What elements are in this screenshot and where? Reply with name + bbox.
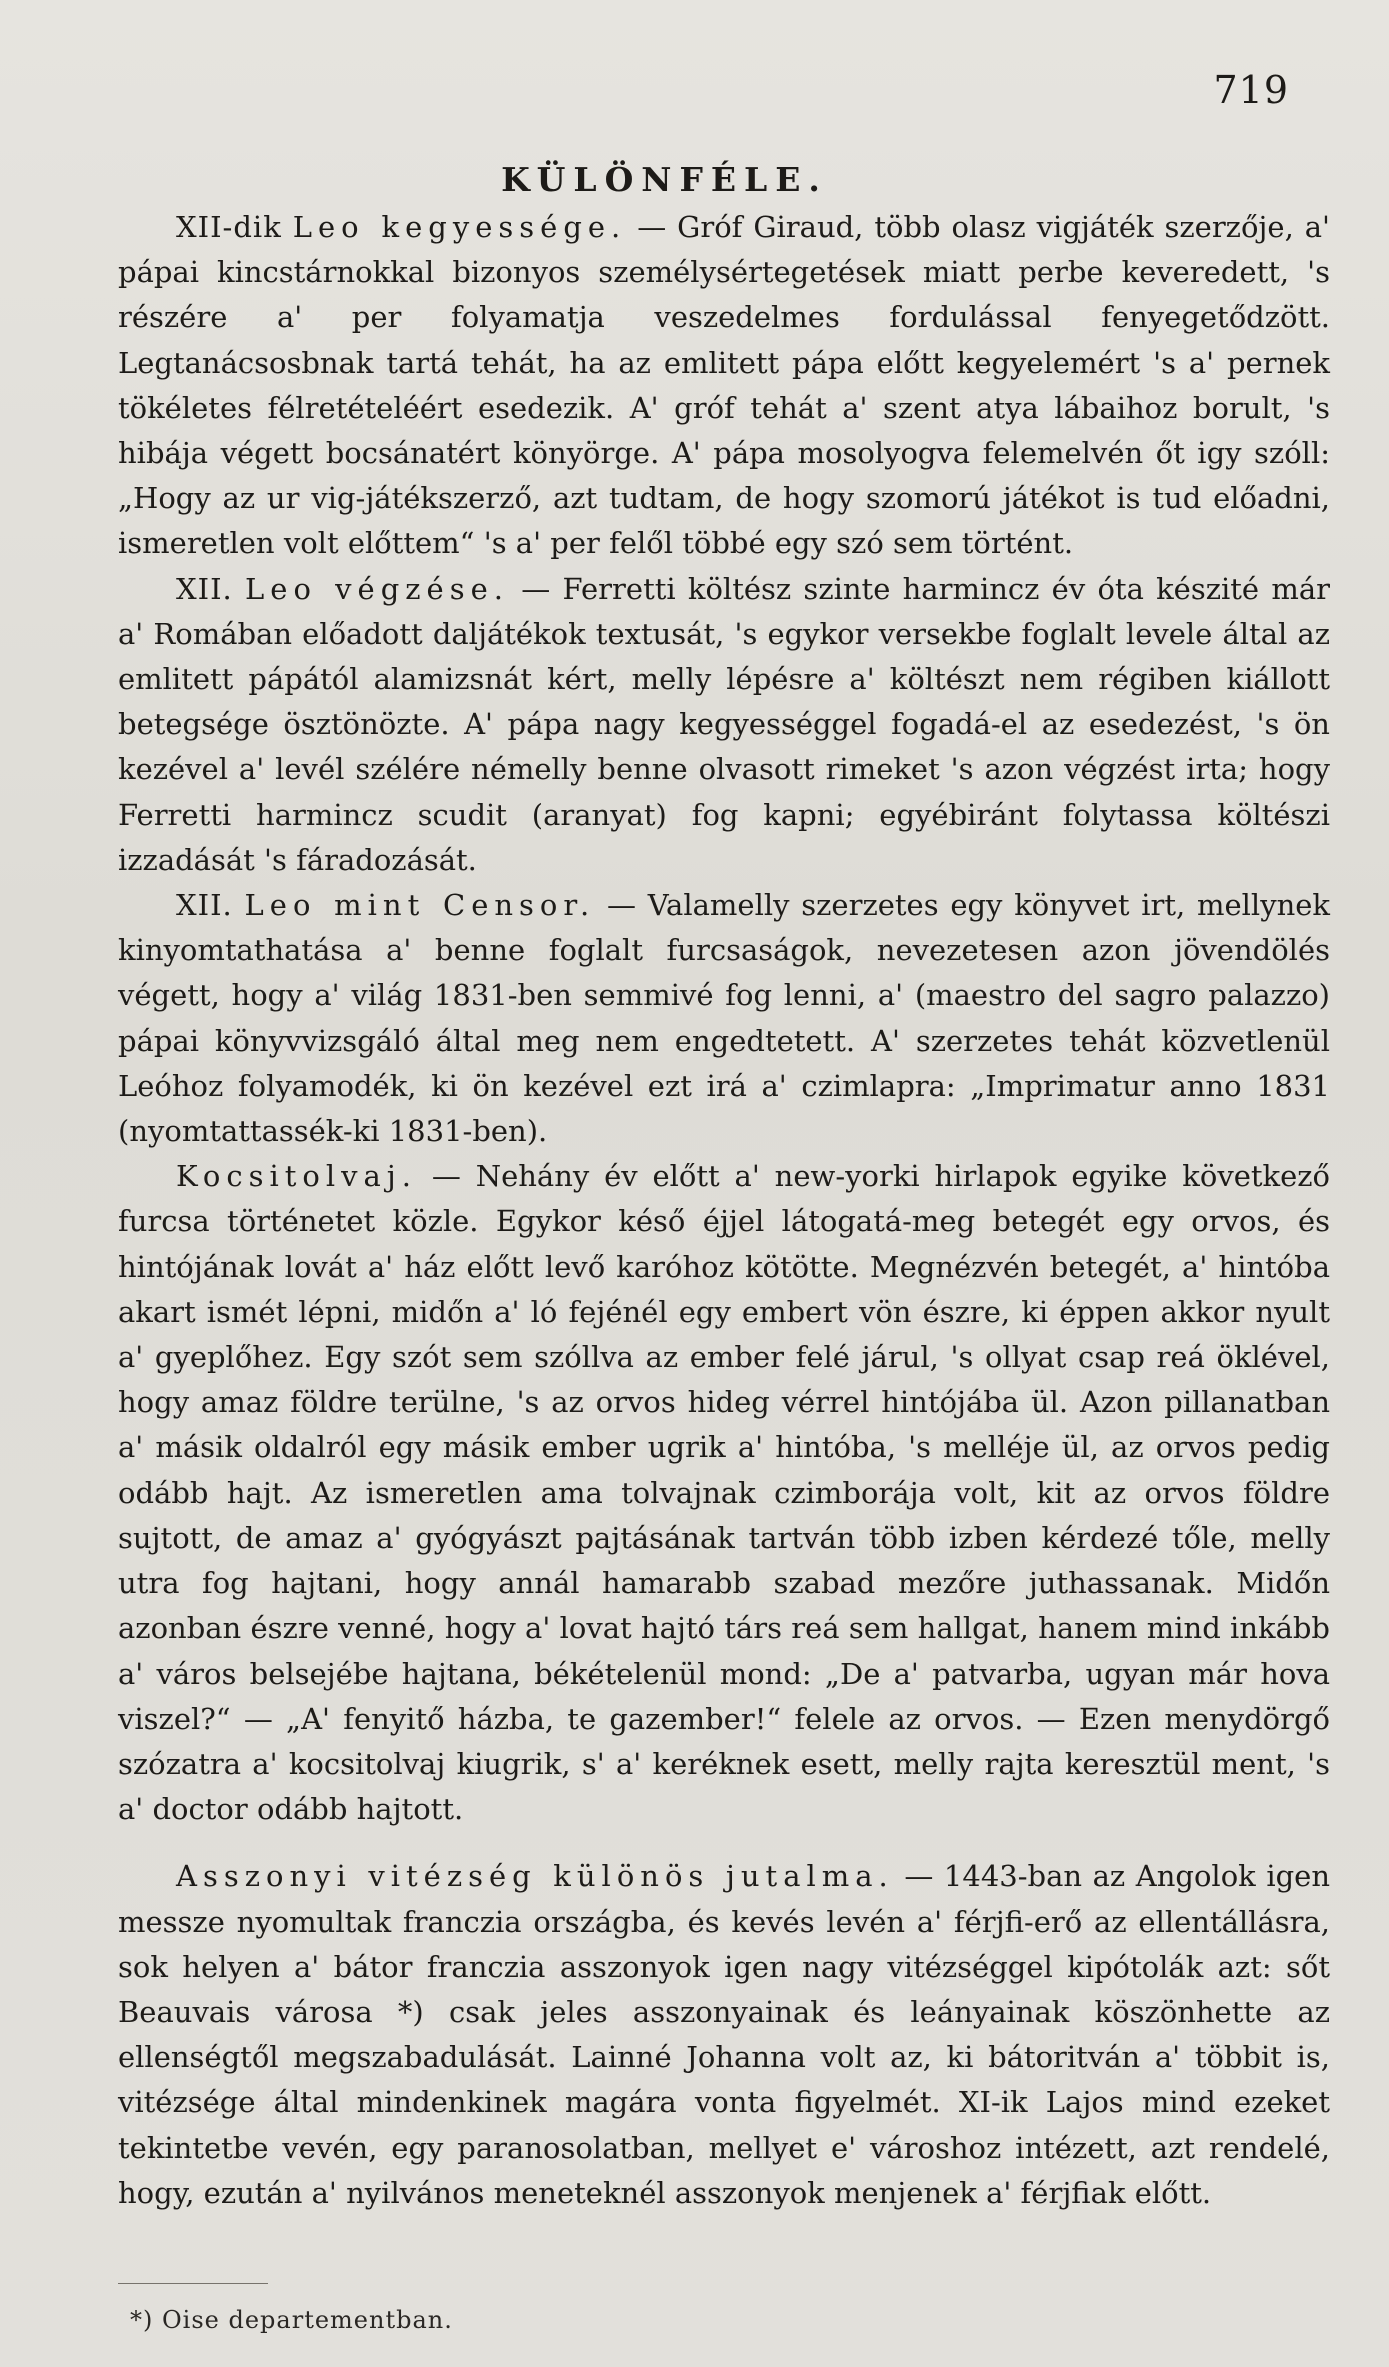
section-heading: KÜLÖNFÉLE. [501,160,828,199]
article-kocsitolvaj [118,1154,1330,1832]
article-leo-censor [118,883,1330,1154]
article-leo-vegzese [118,567,1330,883]
article-text: — 1443-ban az Angolok igen messze nyomultak franczia országba, és kevés levén a' férjfi-erő az ellentállásra, sok helyen a' bátor franczia asszonyok igen nagy vitézséggel kipótolák azt: sőt Beauvais városa *) csak jeles asszonyainak és leányainak köszönhette az ellenségtől megszabadulását. Lainné Johanna volt az, ki bátoritván a' többit is, vitézsége által mindenkinek magára vonta figyelmét. XI-ik Lajos mind ezeket tekintetbe vevén, egy paranosolatban, mellyet e' városhoz intézett, azt rendelé, hogy, ezután a' nyilvános meneteknél asszonyok menjenek a' férjfiak előtt. [118,1859,1330,2210]
article-text: — Gróf Giraud, több olasz vigjáték szerzője, a' pápai kincstárnokkal bizonyos személysértegetések miatt perbe keveredett, 's részére a' per folyamatja veszedelmes fordulással fenyegetődzött. Legtanácsosbnak tartá tehát, ha az emlitett pápa előtt kegyelemért 's a' pernek tökéletes félretételéért esedezik. A' gróf tehát a' szent atya lábaihoz borult, 's hibája végett bocsánatért könyörge. A' pápa mosolyogva felemelvén őt igy szóll: „Hogy az ur vig-játékszerző, azt tudtam, de hogy szomorú játékot is tud előadni, ismeretlen volt előttem“ 's a' per felől többé egy szó sem történt. [118,210,1330,561]
article-list [118,205,1330,2216]
article-text: — Nehány év előtt a' new-yorki hirlapok egyike következő furcsa történetet közle. Egykor késő éjjel látogatá-meg betegét egy orvos, és hintójának lovát a' ház előtt levő karóhoz kötötte. Megnézvén betegét, a' hintóba akart ismét lépni, midőn a' ló fejénél egy embert vön észre, ki éppen akkor nyult a' gyeplőhez. Egy szót sem szóllva az ember felé járul, 's ollyat csap reá öklével, hogy amaz földre terülne, 's az orvos hideg vérrel hintójába ül. Azon pillanatban a' másik oldalról egy másik ember ugrik a' hintóba, 's melléje ül, az orvos pedig odább hajt. Az ismeretlen ama tolvajnak czimborája volt, kit az orvos földre sujtott, de amaz a' gyógyászt pajtásának tartván több izben kérdezé tőle, melly utra fog hajtani, hogy annál hamarabb szabad mezőre juthassanak. Midőn azonban észre venné, hogy a' lovat hajtó társ reá sem hallgat, hanem mind inkább a' város belsejébe hajtana, békételenül mond: „De a' patvarba, ugyan már hova viszel?“ — „A' fenyitő házba, te gazember!“ felele az orvos. — Ezen menydörgő szózatra a' kocsitolvaj kiugrik, s' a' keréknek esett, melly rajta keresztül ment, 's a' doctor odább hajtott. [118,1159,1330,1827]
article-title: Leo mint Censor. [244,888,596,923]
article-text: — Valamelly szerzetes egy könyvet irt, mellynek kinyomtathatása a' benne foglalt furcsaságok, nevezetesen azon jövendölés végett, hogy a' világ 1831-ben semmivé fog lenni, a' (maestro del sagro palazzo) pápai könyvvizsgáló által meg nem engedtetett. A' szerzetes tehát közvetlenül Leóhoz folyamodék, ki ön kezével ezt irá a' czimlapra: „Imprimatur anno 1831 (nyomtattassék-ki 1831-ben). [118,888,1330,1149]
article-title: Asszonyi vitézség különös jutalma. [176,1859,894,1894]
article-number: XII. [176,888,233,923]
article-title: Leo kegyessége. [292,210,627,244]
page-number: 719 [1213,68,1289,112]
article-number: XII. [176,571,233,606]
article-number: XII-dik [176,210,282,244]
article-leo-kegyessege [118,205,1330,567]
footnote-divider [118,2283,268,2284]
article-asszonyi-vitezseg [118,1854,1330,2216]
footnote: *) Oise departementban. [130,2306,453,2334]
article-title: Kocsitolvaj. [176,1159,418,1194]
article-title: Leo végzése. [245,571,509,606]
article-text: — Ferretti költész szinte harmincz év óta készité már a' Romában előadott daljátékok textusát, 's egykor versekbe foglalt levele által az emlitett pápától alamizsnát kért, melly lépésre a' költészt nem régiben kiállott betegsége ösztönözte. A' pápa nagy kegyességgel fogadá-el az esedezést, 's ön kezével a' levél szélére némelly benne olvasott rimeket 's azon végzést irta; hogy Ferretti harmincz scudit (aranyat) fog kapni; egyébiránt folytassa költészi izzadását 's fáradozását. [118,571,1330,877]
